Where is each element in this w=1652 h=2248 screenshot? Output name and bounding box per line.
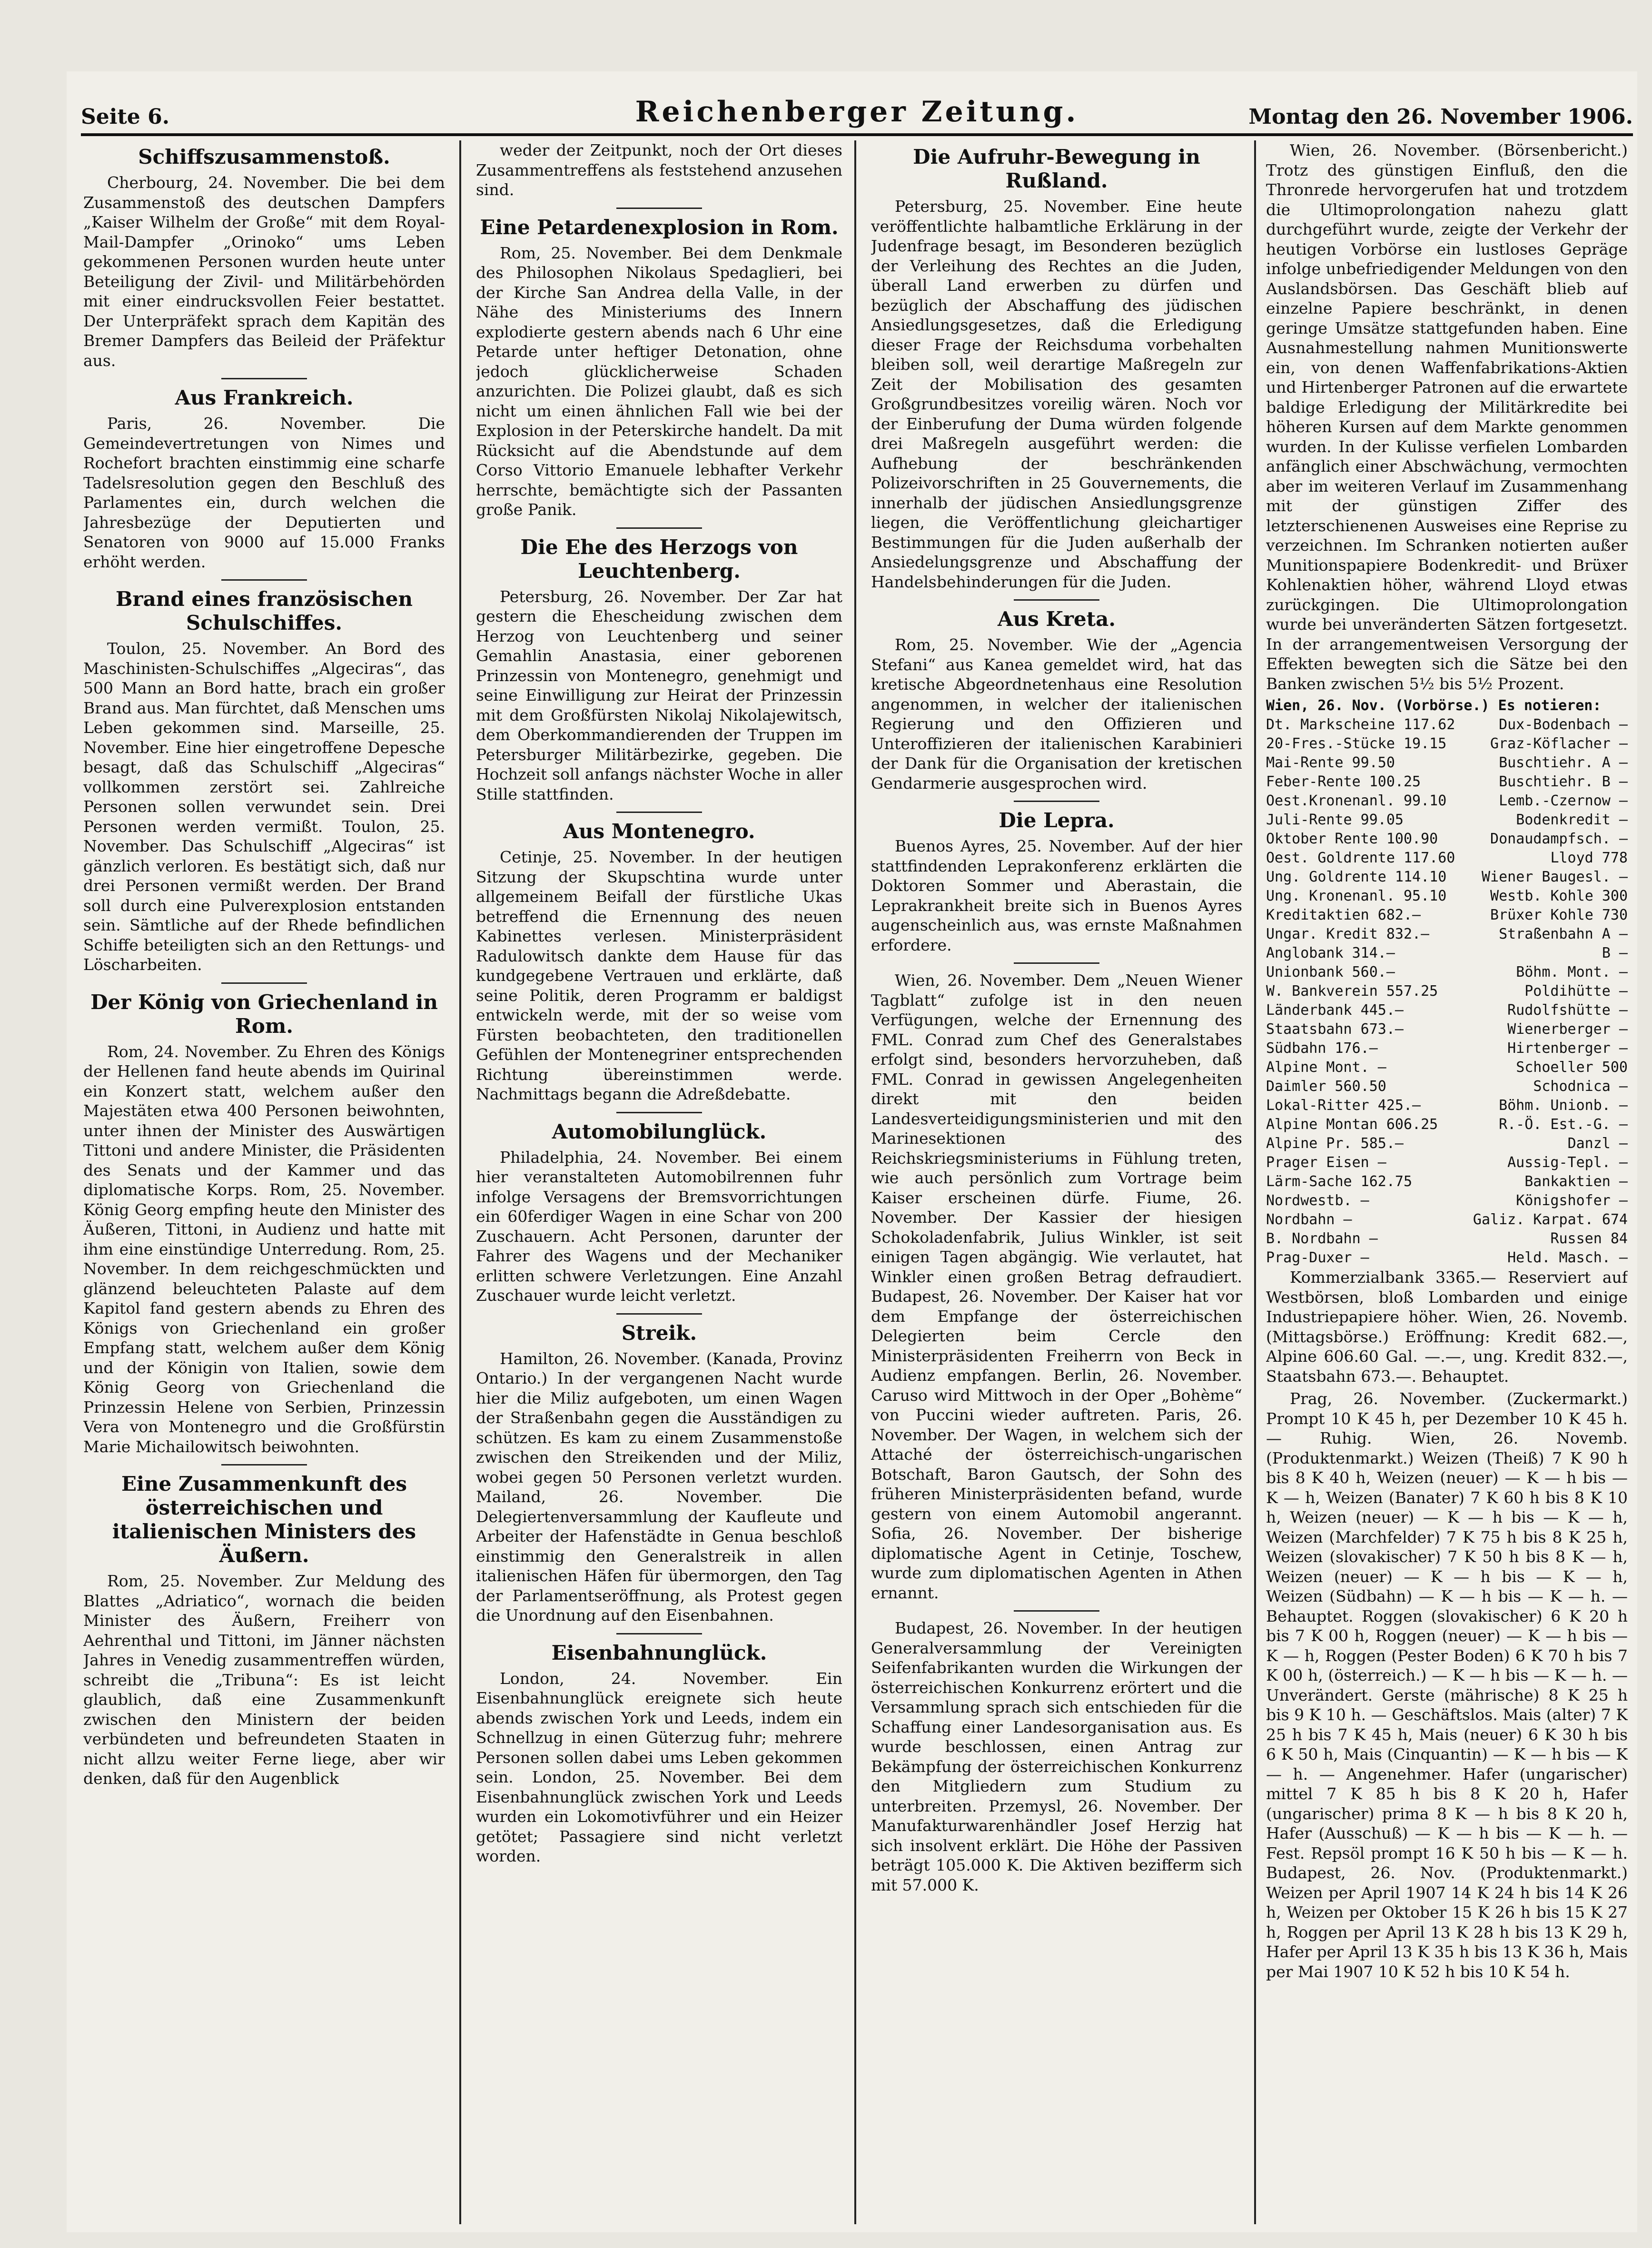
quote-cell: Böhm. Unionb. —: [1499, 1097, 1628, 1114]
quote-row: [1266, 1020, 1628, 1039]
article-separator: [616, 1313, 702, 1315]
article-body: Budapest, 26. November. In der heutigen Generalversammlung der Vereinigten Seifenfabrikanten wurden die Wirkungen der österreichischen Konkurrenz erörtert und die Versammlung sprach sich entschieden für die Schaffung einer Landesorganisation aus. Es wurde beschlossen, einen Antrag zur Bekämpfung der österreichischen Konkurrenz den Mitgliedern zum Studium zu unterbreiten. Przemysl, 26. November. Der Manufakturwarenhändler Josef Herzig hat sich insolvent erklärt. Die Höhe der Passiven beträgt 105.000 K. Die Aktiven bezifferm sich mit 57.000 K.: [871, 1619, 1242, 1894]
quote-cell: 20-Fres.-Stücke 19.15: [1266, 735, 1447, 752]
article-body: Paris, 26. November. Die Gemeindevertretungen von Nimes und Rochefort brachten einstimmig eine scharfe Tadelsresolution gegen den Beschluß des Parlamentes ein, durch welchen die Jahresbezüge der Deputierten und Senatoren von 9000 auf 15.000 Franks erhöht werden.: [83, 414, 445, 571]
quote-row: [1266, 1001, 1628, 1020]
produce-report: [1266, 1389, 1628, 1981]
article-title: Automobilunglück.: [552, 1119, 767, 1143]
quote-cell: Donaudampfsch. —: [1490, 831, 1628, 847]
quote-cell: Bodenkredit —: [1516, 812, 1628, 828]
quote-cell: Lemb.-Czernow —: [1499, 792, 1628, 809]
article-separator: [616, 1633, 702, 1634]
market-report: [1266, 1268, 1628, 1386]
quote-cell: Rudolfshütte —: [1507, 1002, 1628, 1019]
quote-cell: Poldihütte —: [1524, 983, 1628, 1000]
article-title: Aus Montenegro.: [563, 820, 755, 843]
article-body: Kommerzialbank 3365.— Reserviert auf Westbörsen, bloß Lombarden und einige Industriepapiere höher. Wien, 26. Novemb. (Mittagsbörse.) Eröffnung: Kredit 682.—, Alpine 606.60 Gal. —.—, ung. Kredit 832.—, Staatsbahn 673.—. Behauptet.: [1266, 1268, 1628, 1386]
article: [83, 587, 445, 975]
quote-cell: Lloyd 778: [1550, 850, 1628, 866]
article-body: Petersburg, 25. November. Eine heute veröffentlichte halbamtliche Erklärung in der Judenfrage besagt, im Besonderen bezüglich der Verleihung des Rechtes an die Juden, überall Land erwerben zu dürfen und bezüglich der Abschaffung des jüdischen Ansiedlungsgesetzes, daß die Erledigung dieser Frage der Reichsduma vorbehalten bleiben soll, weil derartige Maßregeln zur Zeit der Mobilisation des gesamten Großgrundbesitzes voreilig wären. Noch vor der Einberufung der Duma würden folgende drei Maßregeln ausgeführt werden: die Aufhebung der beschränkenden Polizeivorschriften in 25 Gouvernements, die innerhalb der jüdischen Ansiedlungsgrenze liegen, die Veröffentlichung gleichartiger Bestimmungen für die Juden außerhalb der Ansiedelungsgrenze und Abschaffung der Handelsbehinderungen für die Juden.: [871, 197, 1242, 591]
quote-cell: Unionbank 560.—: [1266, 964, 1395, 980]
quote-row: [1266, 868, 1628, 887]
quote-row: [1266, 1115, 1628, 1134]
quote-cell: Lokal-Ritter 425.—: [1266, 1097, 1421, 1114]
article-title: Brand eines französischen Schulschiffes.: [116, 587, 413, 634]
article: [476, 820, 842, 1104]
article-title: Eisenbahnunglück.: [551, 1641, 767, 1664]
quote-cell: Feber-Rente 100.25: [1266, 773, 1421, 790]
quotes-heading: Wien, 26. Nov. (Vorbörse.) Es notieren:: [1266, 697, 1602, 714]
quote-cell: Prag-Duxer —: [1266, 1249, 1369, 1266]
quote-cell: Brüxer Kohle 730: [1490, 907, 1628, 923]
quote-cell: Daimler 560.50: [1266, 1078, 1386, 1095]
quote-row: [1266, 1077, 1628, 1096]
column-rule: [1254, 140, 1256, 2224]
article-body: Cherbourg, 24. November. Die bei dem Zusammenstoß des deutschen Dampfers „Kaiser Wilhelm der Große“ mit dem Royal-Mail-Dampfer „Orinoko“ ums Leben gekommenen Personen wurden heute unter Beteiligung der Zivil- und Militärbehörden mit einer eindrucksvollen Feier bestattet. Der Unterpräfekt sprach dem Kapitän des Bremer Dampfers das Beileid der Präfektur aus.: [83, 173, 445, 370]
quote-row: [1266, 1191, 1628, 1210]
quote-row: [1266, 734, 1628, 753]
article: [476, 140, 842, 200]
article-body: Rom, 25. November. Bei dem Denkmale des Philosophen Nikolaus Spedaglieri, bei der Kirche San Andrea della Valle, in der Nähe des Ministeriums des Innern explodierte gestern abends nach 6 Uhr eine Petarde unter heftiger Detonation, ohne jedoch glücklicherweise Schaden anzurichten. Die Polizei glaubt, daß es sich nicht um einen ähnlichen Fall wie bei der Explosion in der Peterskirche handelt. Da mit Rücksicht auf die Abendstunde auf dem Corso Vittorio Emanuele lebhafter Verkehr herrschte, bemächtigte sich der Passanten große Panik.: [476, 243, 842, 519]
quote-cell: Bankaktien —: [1524, 1173, 1628, 1190]
quote-row: [1266, 849, 1628, 868]
quote-cell: Juli-Rente 99.05: [1266, 812, 1404, 828]
quote-row: [1266, 1229, 1628, 1248]
article: [871, 145, 1242, 592]
quote-cell: Buschtiehr. A —: [1499, 754, 1628, 771]
article-title: Streik.: [621, 1321, 697, 1345]
quote-row: [1266, 715, 1628, 734]
market-report: [1266, 140, 1628, 693]
quote-cell: Hirtenberger —: [1507, 1040, 1628, 1057]
quote-cell: Anglobank 314.—: [1266, 945, 1395, 961]
quote-cell: R.-Ö. Est.-G. —: [1499, 1116, 1628, 1133]
column-rule: [459, 140, 461, 2224]
article-body: Petersburg, 26. November. Der Zar hat gestern die Ehescheidung zwischen dem Herzog von Leuchtenberg und seiner Gemahlin Anastasia, einer geborenen Prinzessin von Montenegro, genehmigt und seine Einwilligung zur Heirat der Prinzessin mit dem Großfürsten Nikolaj Nikolajewitsch, dem Oberkommandierenden der Truppen im Petersburger Militärbezirke, gegeben. Die Hochzeit soll anfangs nächster Woche in aller Stille stattfinden.: [476, 587, 842, 803]
quote-cell: Wiener Baugesl. —: [1481, 869, 1628, 885]
article-title: Die Ehe des Herzogs von Leuchtenberg.: [520, 535, 798, 583]
article-body: Prag, 26. November. (Zuckermarkt.) Prompt 10 K 45 h, per Dezember 10 K 45 h. — Ruhig. Wien, 26. Novemb. (Produktenmarkt.) Weizen (Theiß) 7 K 90 h bis 8 K 40 h, Weizen (neuer) — K — h bis — K — h, Weizen (Banater) 7 K 60 h bis 8 K 10 h, Weizen (neuer) — K — h bis — K — h, Weizen (Marchfelder) 7 K 75 h bis 8 K 25 h, Weizen (slovakischer) 7 K 50 h bis 8 K — h, Weizen (neuer) — K — h bis — K — h, Weizen (Südbahn) — K — h bis — K — h. — Behauptet. Roggen (slovakischer) 6 K 20 h bis 7 K 00 h, Roggen (neuer) — K — h bis — K — h, Roggen (Pester Boden) 6 K 70 h bis 7 K 00 h, (österreich.) — K — h bis — K — h. — Unverändert. Gerste (mährische) 8 K 25 h bis 9 K 10 h. — Geschäftslos. Mais (alter) 7 K 25 h bis 7 K 45 h, Mais (neuer) 6 K 30 h bis 6 K 50 h, Mais (Cinquantin) — K — h bis — K — h. — Angenehmer. Hafer (ungarischer) mittel 7 K 85 h bis 8 K 20 h, Hafer (ungarischer) prima 8 K — h bis 8 K 20 h, Hafer (Ausschuß) — K — h bis — K — h. — Fest. Repsöl prompt 16 K 50 h bis — K — h. Budapest, 26. Nov. (Produktenmarkt.) Weizen per April 1907 14 K 24 h bis 14 K 26 h, Weizen per Oktober 15 K 26 h bis 15 K 27 h, Roggen per April 13 K 28 h bis 13 K 29 h, Hafer per April 13 K 35 h bis 13 K 36 h, Mais per Mai 1907 10 K 52 h bis 10 K 54 h.: [1266, 1389, 1628, 1981]
column-rule: [854, 140, 856, 2224]
column-1: [83, 140, 445, 2224]
article: [476, 1120, 842, 1306]
quote-row: [1266, 1153, 1628, 1172]
quote-row: [1266, 925, 1628, 944]
quote-cell: Böhm. Mont. —: [1516, 964, 1628, 980]
quote-cell: Südbahn 176.—: [1266, 1040, 1378, 1057]
article: [476, 535, 842, 804]
quote-row: [1266, 1248, 1628, 1268]
quote-cell: Graz-Köflacher —: [1490, 735, 1628, 752]
article-body: Rom, 25. November. Zur Meldung des Blattes „Adriatico“, wornach die beiden Minister des Äußern, Freiherr von Aehrenthal und Tittoni, im Jänner nächsten Jahres in Venedig zusammentreffen würden, schreibt die „Tribuna“: Es ist leicht glaublich, daß eine Zusammenkunft zwischen den Ministern der beiden verbündeten und befreundeten Staaten in nicht allzu weiter Ferne liege, aber wir denken, daß für den Augenblick: [83, 1572, 445, 1788]
article-separator: [1014, 801, 1099, 802]
article-separator: [221, 579, 307, 581]
quote-cell: Wienerberger —: [1507, 1021, 1628, 1038]
quote-cell: Russen 84: [1550, 1230, 1628, 1247]
article-separator: [221, 1464, 307, 1466]
quote-cell: Kreditaktien 682.—: [1266, 907, 1421, 923]
article-body: London, 24. November. Ein Eisenbahnunglück ereignete sich heute abends zwischen York und Leeds, indem ein Schnellzug in einen Güterzug fuhr; mehrere Personen sollen dabei ums Leben gekommen sein. London, 25. November. Bei dem Eisenbahnunglück zwischen York und Leeds wurden ein Lokomotivführer und ein Heizer getötet; Passagiere sind nicht verletzt worden.: [476, 1669, 842, 1865]
quote-cell: Königshofer —: [1516, 1192, 1628, 1209]
quote-cell: Länderbank 445.—: [1266, 1002, 1404, 1019]
article-separator: [616, 812, 702, 813]
article: [871, 971, 1242, 1603]
quote-row: [1266, 811, 1628, 830]
quote-cell: Westb. Kohle 300: [1490, 888, 1628, 904]
quote-cell: Straßenbahn A —: [1499, 926, 1628, 942]
quote-cell: B —: [1602, 945, 1628, 961]
article: [476, 1641, 842, 1866]
article: [476, 1321, 842, 1625]
quote-row: [1266, 772, 1628, 792]
quote-cell: Nordbahn —: [1266, 1211, 1352, 1228]
article: [83, 145, 445, 370]
quote-cell: Alpine Montan 606.25: [1266, 1116, 1438, 1133]
quote-cell: Oest. Goldrente 117.60: [1266, 850, 1455, 866]
article-body: Cetinje, 25. November. In der heutigen Sitzung der Skupschtina wurde unter allgemeinem Beifall der fürstliche Ukas betreffend die Ernennung des neuen Kabinettes verlesen. Ministerpräsident Radulowitsch dankte dem Hause für das kundgegebene Vertrauen und erklärte, daß seine Politik, deren Programm er baldigst entwickeln werde, mit der so weise vom Fürsten beobachteten, den traditionellen Gefühlen der Montenegriner entsprechenden Richtung übereinstimmen werde. Nachmittags begann die Adreßdebatte.: [476, 848, 842, 1103]
quote-cell: Ung. Goldrente 114.10: [1266, 869, 1447, 885]
quote-cell: Aussig-Tepl. —: [1507, 1154, 1628, 1171]
article-title: Eine Petardenexplosion in Rom.: [480, 215, 839, 239]
quote-cell: Galiz. Karpat. 674: [1473, 1211, 1628, 1228]
article-separator: [1014, 962, 1099, 964]
quote-row: [1266, 753, 1628, 772]
column-2: [476, 140, 842, 2224]
quote-cell: Alpine Pr. 585.—: [1266, 1135, 1404, 1152]
quote-row: [1266, 830, 1628, 849]
quote-cell: Staatsbahn 673.—: [1266, 1021, 1404, 1038]
quote-cell: Nordwestb. —: [1266, 1192, 1369, 1209]
article-body: Buenos Ayres, 25. November. Auf der hier stattfindenden Leprakonferenz erklärten die Doktoren Sommer und Aberastain, die Leprakrankheit breite sich in Buenos Ayres augenscheinlich aus, was ernste Maßnahmen erfordere.: [871, 837, 1242, 954]
quote-cell: Ungar. Kredit 832.—: [1266, 926, 1430, 942]
article: [83, 1472, 445, 1789]
quote-rows: [1266, 715, 1628, 1268]
article-body: Wien, 26. November. (Börsenbericht.) Trotz des günstigen Einfluß, den die Thronrede hervorgerufen hat und trotzdem die Ultimoprolongation nahezu glatt durchgeführt wurde, zeigte der Verkehr der heutigen Vorbörse ein lustloses Gepräge infolge unbefriedigender Meldungen von den Auslandsbörsen. Das Geschäft blieb auf einzelne Papiere beschränkt, in denen geringe Umsätze stattgefunden haben. Eine Ausnahmestellung nahmen Munitionswerte ein, von denen Waffenfabrikations-Aktien und Hirtenberger Patronen auf die erwartete baldige Erledigung der Militärkredite bei höheren Kursen auf dem Markte genommen wurden. In der Kulisse verfielen Lombarden anfänglich einer Abschwächung, vermochten aber im weiteren Verlauf im Zusammenhang mit der günstigen Ziffer des letzterschienenen Ausweises eine Reprise zu verzeichnen. Im Schranken notierten außer Munitionspapiere Bodenkredit- und Brüxer Kohlenaktien höher, während Lloyd etwas zurückgingen. Die Ultimoprolongation wurde bei unveränderten Sätzen fortgesetzt. In der arrangementweisen Versorgung der Effekten bewegten sich die Sätze bei den Banken zwischen 5½ bis 5½ Prozent.: [1266, 141, 1628, 693]
article-body: Wien, 26. November. Dem „Neuen Wiener Tagblatt“ zufolge ist in den neuen Verfügungen, welche der Ernennung des FML. Conrad zum Chef des Generalstabes erfolgt sind, besonders hervorzuheben, daß FML. Conrad in gewissen Angelegenheiten direkt mit den beiden Landesverteidigungsministerien und mit den Marinesektionen des Reichskriegsministeriums in Fühlung treten, wie auch persönlich zum Vortrage beim Kaiser erscheinen dürfe. Fiume, 26. November. Der Kassier der hiesigen Schokoladenfabrik, Julius Winkler, ist seit einigen Tagen abgängig. Wie verlautet, hat Winkler einen großen Betrag defraudiert. Budapest, 26. November. Der Kaiser hat vor dem Empfange der österreichischen Delegierten beim Cercle den Ministerpräsidenten Freiherrn von Beck in Audienz empfangen. Berlin, 26. November. Caruso wird Mittwoch in der Oper „Bohème“ von Puccini wieder auftreten. Paris, 26. November. Der Wagen, in welchem sich der Attaché der österreichisch-ungarischen Botschaft, Baron Gautsch, der Sohn des früheren Ministerpräsidenten befand, wurde gestern von einem Automobil angerannt. Sofia, 26. November. Der bisherige diplomatische Agent in Cetinje, Toschew, wurde zum diplomatischen Agenten in Athen ernannt.: [871, 971, 1242, 1602]
quote-row: [1266, 1172, 1628, 1191]
quote-cell: Dt. Markscheine 117.62: [1266, 716, 1455, 733]
quote-cell: Held. Masch. —: [1507, 1249, 1628, 1266]
article-body: Philadelphia, 24. November. Bei einem hier veranstalteten Automobilrennen fuhr infolge Versagens der Bremsvorrichtungen ein 60ferdiger Wagen in eine Schar von 200 Zuschauern. Acht Personen, darunter der Fahrer des Wagens und der Mechaniker erlitten schwere Verletzungen. Eine Anzahl Zuschauer wurde leicht verletzt.: [476, 1148, 842, 1305]
article: [871, 1618, 1242, 1895]
article: [476, 216, 842, 520]
article-title: Der König von Griechenland in Rom.: [90, 990, 438, 1038]
quote-cell: Danzl —: [1567, 1135, 1628, 1152]
article-body: Rom, 24. November. Zu Ehren des Königs der Hellenen fand heute abends im Quirinal ein Konzert statt, welchem außer den Majestäten etwa 400 Personen beiwohnten, unter ihnen der Minister des Auswärtigen Tittoni und andere Minister, die Präsidenten des Senats und der Kammer und das diplomatische Korps. Rom, 25. November. König Georg empfing heute den Minister des Äußeren, Tittoni, in Audienz und hatte mit ihm eine einstündige Unterredung. Rom, 25. November. In dem reichgeschmückten und glänzend beleuchteten Palaste auf dem Kapitol fand gestern abends zu Ehren des Königs von Griechenland ein großer Empfang statt, welchem außer dem König und der Königin von Italien, sowie dem König Georg von Griechenland die Prinzessin Helene von Serbien, Prinzessin Vera von Montenegro und die Großfürstin Marie Michailowitsch beiwohnten.: [83, 1042, 445, 1456]
quote-row: [1266, 1210, 1628, 1229]
article: [871, 607, 1242, 793]
quote-cell: Oktober Rente 100.90: [1266, 831, 1438, 847]
quote-row: [1266, 1096, 1628, 1115]
article-title: Schiffszusammenstoß.: [138, 145, 390, 168]
issue-date: Montag den 26. November 1906.: [1248, 105, 1633, 129]
article-separator: [616, 1112, 702, 1113]
quote-cell: Lärm-Sache 162.75: [1266, 1173, 1413, 1190]
article-separator: [1014, 1610, 1099, 1612]
article-title: Aus Kreta.: [998, 607, 1116, 631]
article-separator: [616, 208, 702, 209]
page-header: [81, 90, 1633, 136]
article-body: Toulon, 25. November. An Bord des Maschinisten-Schulschiffes „Algeciras“, das 500 Mann an Bord hatte, brach ein großer Brand aus. Man fürchtet, daß Menschen ums Leben gekommen sind. Marseille, 25. November. Eine hier eingetroffene Depesche besagt, daß das Schulschiff „Algeciras“ vollkommen zerstört sei. Zahlreiche Personen sollen verwundet sein. Drei Personen werden vermißt. Toulon, 25. November. Das Schulschiff „Algeciras“ ist gänzlich verloren. Es bestätigt sich, daß nur drei Personen vermißt werden. Der Brand soll durch eine Pulverexplosion entstanden sein. Sämtliche auf der Rhede befindlichen Schiffe beteiligten sich an den Rettungs- und Löscharbeiten.: [83, 639, 445, 974]
article: [871, 809, 1242, 955]
article-title: Die Aufruhr-Bewegung in Rußland.: [913, 145, 1200, 192]
article-body: Hamilton, 26. November. (Kanada, Provinz Ontario.) In der vergangenen Nacht wurde hier die Miliz aufgeboten, um einen Wagen der Straßenbahn gegen die Ausständigen zu schützen. Es kam zu einem Zusammenstoße zwischen den Streikenden und der Miliz, wobei gegen 50 Personen verletzt wurden. Mailand, 26. November. Die Delegiertenversammlung der Kaufleute und Arbeiter der Hafenstädte in Genua beschloß einstimmig den Generalstreik in allen italienischen Häfen für übermorgen, den Tag der Parlamentseröffnung, als Protest gegen die Unordnung auf den Eisenbahnen.: [476, 1349, 842, 1624]
article-title: Die Lepra.: [999, 809, 1115, 832]
quote-row: [1266, 906, 1628, 925]
quote-cell: Oest.Kronenanl. 99.10: [1266, 792, 1447, 809]
column-4: [1266, 140, 1628, 2224]
quote-cell: Alpine Mont. —: [1266, 1059, 1386, 1076]
quote-cell: Schoeller 500: [1516, 1059, 1628, 1076]
quote-cell: Dux-Bodenbach —: [1499, 716, 1628, 733]
quote-row: [1266, 887, 1628, 906]
quote-cell: Buschtiehr. B —: [1499, 773, 1628, 790]
quote-row: [1266, 1058, 1628, 1077]
column-3: [871, 140, 1242, 2224]
article-separator: [221, 982, 307, 984]
quote-row: [1266, 1134, 1628, 1153]
article-body: weder der Zeitpunkt, noch der Ort dieses Zusammentreffens als feststehend anzusehen sind.: [476, 141, 842, 199]
quote-cell: Ung. Kronenanl. 95.10: [1266, 888, 1447, 904]
article-body: Rom, 25. November. Wie der „Agencia Stefani“ aus Kanea gemeldet wird, hat das kretische Abgeordnetenhaus eine Resolution angenommen, in welcher der italienischen Regierung und den Offizieren und Unteroffizieren der italienischen Karabinieri der Dank für die Organisation der kretischen Gendarmerie ausgesprochen wird.: [871, 635, 1242, 792]
article: [83, 990, 445, 1457]
article-title: Aus Frankreich.: [175, 386, 354, 409]
article-separator: [221, 378, 307, 379]
quote-cell: Mai-Rente 99.50: [1266, 754, 1395, 771]
quote-cell: Schodnica —: [1533, 1078, 1628, 1095]
quote-cell: B. Nordbahn —: [1266, 1230, 1378, 1247]
quote-row: [1266, 1039, 1628, 1058]
quote-row: [1266, 963, 1628, 982]
article-separator: [1014, 599, 1099, 601]
stock-quotes: [1266, 696, 1628, 1268]
page-number: Seite 6.: [81, 105, 170, 129]
quote-row: [1266, 944, 1628, 963]
quote-row: [1266, 982, 1628, 1001]
article-separator: [616, 527, 702, 529]
newspaper-title: Reichenberger Zeitung.: [635, 95, 1079, 129]
quote-cell: Prager Eisen —: [1266, 1154, 1386, 1171]
article-title: Eine Zusammenkunft des österreichischen und italienischen Ministers des Äußern.: [112, 1472, 416, 1567]
article: [83, 386, 445, 572]
quote-cell: W. Bankverein 557.25: [1266, 983, 1438, 1000]
quote-row: [1266, 792, 1628, 811]
